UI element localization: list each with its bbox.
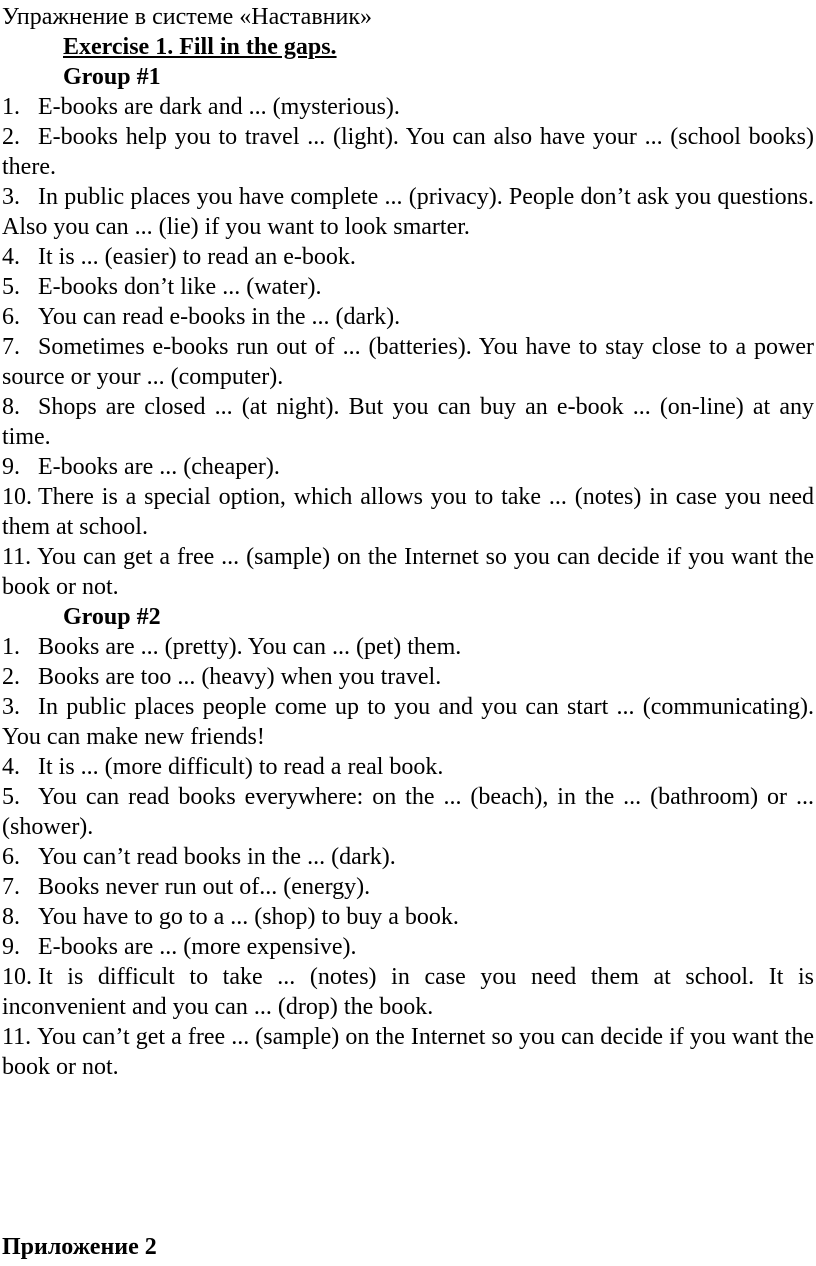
appendix-title: Приложение 2	[2, 1234, 157, 1260]
item-number: 3.	[2, 694, 20, 720]
item-text: In public places you have complete ... (privacy). People don’t ask you questions. Also you can ... (lie) if you want to look smarter.	[2, 184, 814, 240]
item-text: Books are ... (pretty). You can ... (pet) them.	[38, 634, 462, 660]
list-item	[2, 962, 814, 1022]
item-text: Books never run out of... (energy).	[38, 874, 371, 900]
list-item	[2, 482, 814, 542]
item-number: 10.	[2, 484, 32, 510]
list-item	[2, 692, 814, 752]
list-item	[2, 752, 814, 782]
group-2-list	[2, 632, 814, 1082]
list-item	[2, 842, 814, 872]
list-item	[2, 452, 814, 482]
item-number: 2.	[2, 124, 20, 150]
item-text: In public places people come up to you and you can start ... (communicating). You can make new friends!	[2, 694, 814, 750]
list-item	[2, 272, 814, 302]
item-text: You can get a free ... (sample) on the Internet so you can decide if you want the book or not.	[2, 544, 814, 600]
list-item	[2, 302, 814, 332]
item-number: 8.	[2, 904, 20, 930]
item-number: 8.	[2, 394, 20, 420]
item-number: 7.	[2, 874, 20, 900]
list-item	[2, 872, 814, 902]
item-text: E-books are ... (more expensive).	[38, 934, 357, 960]
item-text: You can’t read books in the ... (dark).	[38, 844, 396, 870]
list-item	[2, 902, 814, 932]
list-item	[2, 122, 814, 182]
item-number: 11.	[2, 544, 32, 570]
list-item	[2, 632, 814, 662]
item-text: E-books are dark and ... (mysterious).	[38, 94, 400, 120]
item-text: You can read books everywhere: on the ... (beach), in the ... (bathroom) or ... (shower).	[2, 784, 814, 840]
list-item	[2, 392, 814, 452]
item-text: It is ... (more difficult) to read a real book.	[38, 754, 444, 780]
document-page	[2, 2, 814, 1262]
document-header: Упражнение в системе «Наставник»	[2, 4, 373, 30]
list-item	[2, 332, 814, 392]
item-number: 2.	[2, 664, 20, 690]
group-2-title: Group #2	[63, 604, 161, 630]
exercise-title-text: Exercise 1. Fill in the gaps.	[63, 34, 337, 60]
item-number: 6.	[2, 844, 20, 870]
item-number: 4.	[2, 244, 20, 270]
item-text: You can’t get a free ... (sample) on the Internet so you can decide if you want the book or not.	[2, 1024, 814, 1080]
item-number: 9.	[2, 454, 20, 480]
item-number: 7.	[2, 334, 20, 360]
list-item	[2, 92, 814, 122]
item-text: It is difficult to take ... (notes) in case you need them at school. It is inconvenient and you can ... (drop) the book.	[2, 964, 814, 1020]
item-text: There is a special option, which allows you to take ... (notes) in case you need them at school.	[2, 484, 814, 540]
item-text: Sometimes e-books run out of ... (batteries). You have to stay close to a power source or your ... (computer).	[2, 334, 814, 390]
item-number: 1.	[2, 94, 20, 120]
group-1-list	[2, 92, 814, 602]
item-text: E-books are ... (cheaper).	[38, 454, 280, 480]
item-number: 4.	[2, 754, 20, 780]
exercise-title	[2, 32, 814, 62]
item-number: 6.	[2, 304, 20, 330]
list-item	[2, 242, 814, 272]
list-item	[2, 542, 814, 602]
item-text: It is ... (easier) to read an e-book.	[38, 244, 356, 270]
blank-space	[2, 1082, 814, 1232]
item-number: 1.	[2, 634, 20, 660]
item-number: 10.	[2, 964, 32, 990]
item-text: E-books help you to travel ... (light). You can also have your ... (school books) there.	[2, 124, 814, 180]
item-number: 9.	[2, 934, 20, 960]
item-text: Books are too ... (heavy) when you travel.	[38, 664, 442, 690]
list-item	[2, 1022, 814, 1082]
list-item	[2, 932, 814, 962]
group-1-title: Group #1	[63, 64, 161, 90]
item-text: You can read e-books in the ... (dark).	[38, 304, 401, 330]
item-number: 5.	[2, 274, 20, 300]
item-number: 11.	[2, 1024, 32, 1050]
item-text: E-books don’t like ... (water).	[38, 274, 322, 300]
item-number: 3.	[2, 184, 20, 210]
list-item	[2, 662, 814, 692]
list-item	[2, 182, 814, 242]
item-text: Shops are closed ... (at night). But you can buy an e-book ... (on-line) at any time.	[2, 394, 814, 450]
list-item	[2, 782, 814, 842]
item-number: 5.	[2, 784, 20, 810]
item-text: You have to go to a ... (shop) to buy a book.	[38, 904, 459, 930]
